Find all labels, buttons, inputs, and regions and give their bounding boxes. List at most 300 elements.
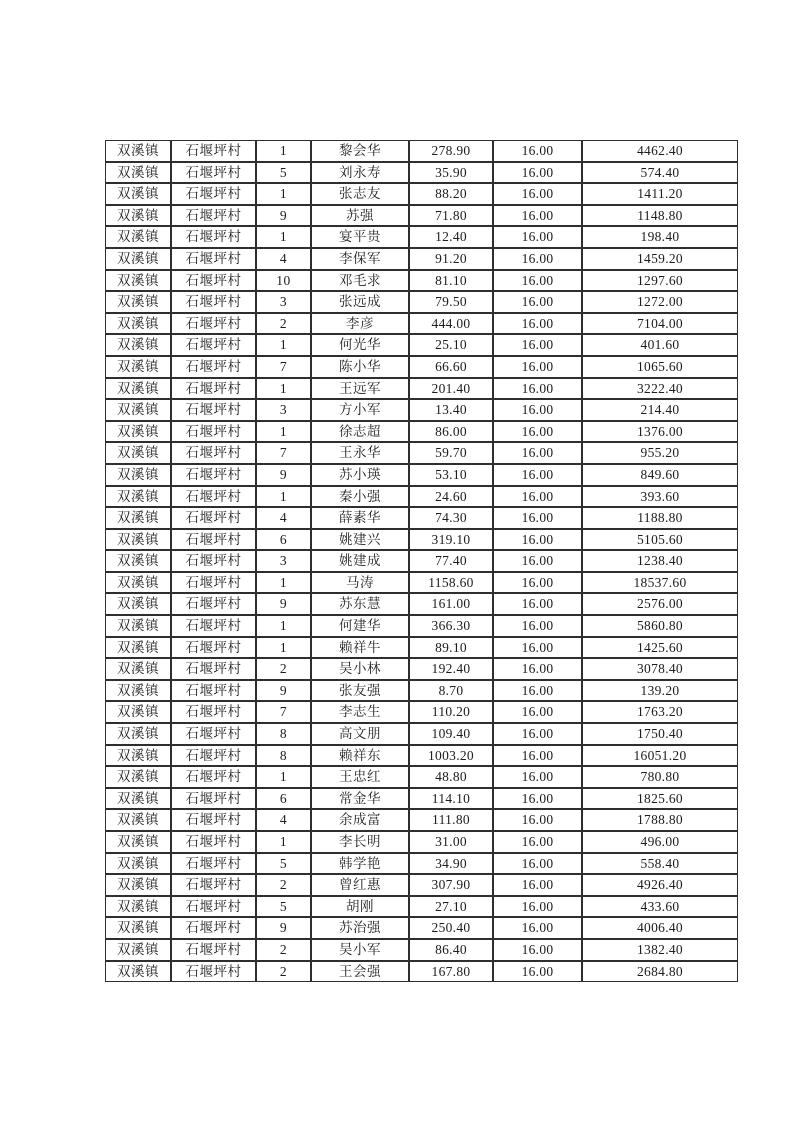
cell-total-amount: 7104.00 — [582, 313, 738, 335]
cell-person-name: 刘永寿 — [311, 162, 409, 184]
cell-town: 双溪镇 — [105, 701, 171, 723]
cell-unit-price: 16.00 — [493, 248, 582, 270]
cell-quantity: 192.40 — [409, 658, 493, 680]
cell-unit-price: 16.00 — [493, 421, 582, 443]
cell-quantity: 24.60 — [409, 486, 493, 508]
cell-unit-price: 16.00 — [493, 140, 582, 162]
cell-village: 石堰坪村 — [171, 248, 256, 270]
cell-quantity: 27.10 — [409, 896, 493, 918]
cell-quantity: 366.30 — [409, 615, 493, 637]
cell-town: 双溪镇 — [105, 486, 171, 508]
table-row — [105, 745, 738, 767]
cell-group-number: 8 — [256, 723, 311, 745]
cell-village: 石堰坪村 — [171, 313, 256, 335]
cell-town: 双溪镇 — [105, 615, 171, 637]
cell-village: 石堰坪村 — [171, 917, 256, 939]
cell-town: 双溪镇 — [105, 313, 171, 335]
cell-town: 双溪镇 — [105, 529, 171, 551]
cell-town: 双溪镇 — [105, 809, 171, 831]
cell-village: 石堰坪村 — [171, 226, 256, 248]
cell-person-name: 宴平贵 — [311, 226, 409, 248]
cell-quantity: 86.00 — [409, 421, 493, 443]
cell-village: 石堰坪村 — [171, 766, 256, 788]
table-row — [105, 205, 738, 227]
cell-group-number: 2 — [256, 939, 311, 961]
cell-group-number: 9 — [256, 205, 311, 227]
cell-person-name: 薛素华 — [311, 507, 409, 529]
cell-unit-price: 16.00 — [493, 961, 582, 983]
cell-quantity: 307.90 — [409, 874, 493, 896]
cell-quantity: 53.10 — [409, 464, 493, 486]
cell-town: 双溪镇 — [105, 378, 171, 400]
cell-group-number: 1 — [256, 183, 311, 205]
cell-village: 石堰坪村 — [171, 637, 256, 659]
cell-quantity: 13.40 — [409, 399, 493, 421]
cell-unit-price: 16.00 — [493, 226, 582, 248]
cell-unit-price: 16.00 — [493, 831, 582, 853]
cell-group-number: 1 — [256, 140, 311, 162]
payment-records-table — [105, 140, 738, 982]
cell-quantity: 66.60 — [409, 356, 493, 378]
cell-town: 双溪镇 — [105, 442, 171, 464]
cell-total-amount: 1788.80 — [582, 809, 738, 831]
cell-total-amount: 1272.00 — [582, 291, 738, 313]
cell-total-amount: 1425.60 — [582, 637, 738, 659]
cell-village: 石堰坪村 — [171, 939, 256, 961]
cell-group-number: 10 — [256, 270, 311, 292]
cell-unit-price: 16.00 — [493, 874, 582, 896]
cell-group-number: 5 — [256, 896, 311, 918]
cell-quantity: 12.40 — [409, 226, 493, 248]
cell-town: 双溪镇 — [105, 507, 171, 529]
cell-total-amount: 1825.60 — [582, 788, 738, 810]
cell-village: 石堰坪村 — [171, 831, 256, 853]
cell-town: 双溪镇 — [105, 896, 171, 918]
cell-group-number: 2 — [256, 658, 311, 680]
cell-person-name: 邓毛求 — [311, 270, 409, 292]
cell-town: 双溪镇 — [105, 334, 171, 356]
cell-unit-price: 16.00 — [493, 637, 582, 659]
cell-total-amount: 1763.20 — [582, 701, 738, 723]
cell-quantity: 25.10 — [409, 334, 493, 356]
cell-unit-price: 16.00 — [493, 572, 582, 594]
cell-town: 双溪镇 — [105, 593, 171, 615]
cell-village: 石堰坪村 — [171, 183, 256, 205]
cell-village: 石堰坪村 — [171, 723, 256, 745]
cell-total-amount: 4926.40 — [582, 874, 738, 896]
cell-group-number: 1 — [256, 421, 311, 443]
cell-town: 双溪镇 — [105, 572, 171, 594]
cell-person-name: 何光华 — [311, 334, 409, 356]
cell-person-name: 李长明 — [311, 831, 409, 853]
cell-unit-price: 16.00 — [493, 529, 582, 551]
cell-person-name: 李志生 — [311, 701, 409, 723]
cell-village: 石堰坪村 — [171, 680, 256, 702]
table-body — [105, 140, 738, 982]
cell-person-name: 秦小强 — [311, 486, 409, 508]
table-row — [105, 896, 738, 918]
cell-total-amount: 16051.20 — [582, 745, 738, 767]
cell-quantity: 1003.20 — [409, 745, 493, 767]
cell-town: 双溪镇 — [105, 356, 171, 378]
cell-group-number: 9 — [256, 464, 311, 486]
cell-total-amount: 3078.40 — [582, 658, 738, 680]
table-row — [105, 615, 738, 637]
cell-unit-price: 16.00 — [493, 766, 582, 788]
cell-quantity: 444.00 — [409, 313, 493, 335]
cell-person-name: 韩学艳 — [311, 853, 409, 875]
cell-person-name: 苏东慧 — [311, 593, 409, 615]
cell-person-name: 吴小军 — [311, 939, 409, 961]
table-row — [105, 788, 738, 810]
cell-quantity: 86.40 — [409, 939, 493, 961]
cell-total-amount: 2684.80 — [582, 961, 738, 983]
cell-unit-price: 16.00 — [493, 809, 582, 831]
cell-village: 石堰坪村 — [171, 874, 256, 896]
cell-group-number: 6 — [256, 529, 311, 551]
cell-quantity: 250.40 — [409, 917, 493, 939]
table-row — [105, 637, 738, 659]
cell-total-amount: 1148.80 — [582, 205, 738, 227]
cell-unit-price: 16.00 — [493, 507, 582, 529]
cell-group-number: 2 — [256, 874, 311, 896]
cell-town: 双溪镇 — [105, 637, 171, 659]
table-row — [105, 961, 738, 983]
table-row — [105, 809, 738, 831]
cell-group-number: 4 — [256, 248, 311, 270]
cell-total-amount: 139.20 — [582, 680, 738, 702]
cell-total-amount: 1750.40 — [582, 723, 738, 745]
cell-quantity: 31.00 — [409, 831, 493, 853]
cell-person-name: 姚建兴 — [311, 529, 409, 551]
cell-person-name: 赖祥牛 — [311, 637, 409, 659]
table-row — [105, 723, 738, 745]
cell-group-number: 9 — [256, 593, 311, 615]
table-row — [105, 183, 738, 205]
cell-village: 石堰坪村 — [171, 270, 256, 292]
cell-total-amount: 401.60 — [582, 334, 738, 356]
cell-person-name: 陈小华 — [311, 356, 409, 378]
cell-person-name: 常金华 — [311, 788, 409, 810]
cell-total-amount: 3222.40 — [582, 378, 738, 400]
cell-total-amount: 496.00 — [582, 831, 738, 853]
cell-group-number: 2 — [256, 961, 311, 983]
table-row — [105, 399, 738, 421]
cell-quantity: 79.50 — [409, 291, 493, 313]
cell-unit-price: 16.00 — [493, 788, 582, 810]
cell-group-number: 7 — [256, 701, 311, 723]
cell-group-number: 5 — [256, 853, 311, 875]
cell-town: 双溪镇 — [105, 399, 171, 421]
cell-village: 石堰坪村 — [171, 615, 256, 637]
cell-quantity: 110.20 — [409, 701, 493, 723]
table-row — [105, 658, 738, 680]
cell-person-name: 李彦 — [311, 313, 409, 335]
table-row — [105, 572, 738, 594]
cell-total-amount: 1065.60 — [582, 356, 738, 378]
cell-village: 石堰坪村 — [171, 507, 256, 529]
cell-village: 石堰坪村 — [171, 529, 256, 551]
table-row — [105, 248, 738, 270]
cell-quantity: 71.80 — [409, 205, 493, 227]
cell-unit-price: 16.00 — [493, 313, 582, 335]
table-row — [105, 486, 738, 508]
cell-quantity: 81.10 — [409, 270, 493, 292]
cell-person-name: 姚建成 — [311, 550, 409, 572]
cell-person-name: 赖祥东 — [311, 745, 409, 767]
cell-unit-price: 16.00 — [493, 442, 582, 464]
cell-total-amount: 198.40 — [582, 226, 738, 248]
cell-group-number: 1 — [256, 226, 311, 248]
table-row — [105, 853, 738, 875]
cell-unit-price: 16.00 — [493, 378, 582, 400]
cell-total-amount: 1411.20 — [582, 183, 738, 205]
cell-total-amount: 849.60 — [582, 464, 738, 486]
cell-group-number: 3 — [256, 399, 311, 421]
cell-village: 石堰坪村 — [171, 745, 256, 767]
cell-quantity: 201.40 — [409, 378, 493, 400]
cell-town: 双溪镇 — [105, 183, 171, 205]
cell-person-name: 王会强 — [311, 961, 409, 983]
cell-unit-price: 16.00 — [493, 205, 582, 227]
cell-village: 石堰坪村 — [171, 205, 256, 227]
cell-town: 双溪镇 — [105, 658, 171, 680]
cell-village: 石堰坪村 — [171, 140, 256, 162]
cell-quantity: 77.40 — [409, 550, 493, 572]
cell-person-name: 方小军 — [311, 399, 409, 421]
cell-total-amount: 4462.40 — [582, 140, 738, 162]
cell-person-name: 余成富 — [311, 809, 409, 831]
table-row — [105, 464, 738, 486]
cell-unit-price: 16.00 — [493, 334, 582, 356]
cell-total-amount: 18537.60 — [582, 572, 738, 594]
cell-group-number: 1 — [256, 572, 311, 594]
cell-quantity: 48.80 — [409, 766, 493, 788]
cell-group-number: 9 — [256, 680, 311, 702]
cell-person-name: 苏治强 — [311, 917, 409, 939]
cell-quantity: 1158.60 — [409, 572, 493, 594]
table-row — [105, 291, 738, 313]
table-row — [105, 701, 738, 723]
cell-group-number: 1 — [256, 637, 311, 659]
cell-unit-price: 16.00 — [493, 658, 582, 680]
table-row — [105, 270, 738, 292]
cell-unit-price: 16.00 — [493, 550, 582, 572]
cell-total-amount: 1382.40 — [582, 939, 738, 961]
cell-unit-price: 16.00 — [493, 291, 582, 313]
cell-unit-price: 16.00 — [493, 853, 582, 875]
cell-total-amount: 2576.00 — [582, 593, 738, 615]
cell-person-name: 王永华 — [311, 442, 409, 464]
cell-person-name: 吴小林 — [311, 658, 409, 680]
cell-town: 双溪镇 — [105, 205, 171, 227]
cell-town: 双溪镇 — [105, 291, 171, 313]
cell-person-name: 王忠红 — [311, 766, 409, 788]
cell-unit-price: 16.00 — [493, 745, 582, 767]
table-row — [105, 334, 738, 356]
cell-town: 双溪镇 — [105, 140, 171, 162]
table-row — [105, 593, 738, 615]
table-row — [105, 356, 738, 378]
cell-unit-price: 16.00 — [493, 270, 582, 292]
cell-quantity: 109.40 — [409, 723, 493, 745]
table-row — [105, 226, 738, 248]
cell-unit-price: 16.00 — [493, 615, 582, 637]
cell-quantity: 8.70 — [409, 680, 493, 702]
cell-village: 石堰坪村 — [171, 961, 256, 983]
table-row — [105, 939, 738, 961]
cell-town: 双溪镇 — [105, 939, 171, 961]
cell-quantity: 91.20 — [409, 248, 493, 270]
cell-group-number: 1 — [256, 486, 311, 508]
cell-village: 石堰坪村 — [171, 486, 256, 508]
cell-village: 石堰坪村 — [171, 334, 256, 356]
table-row — [105, 529, 738, 551]
cell-unit-price: 16.00 — [493, 593, 582, 615]
cell-quantity: 35.90 — [409, 162, 493, 184]
cell-village: 石堰坪村 — [171, 399, 256, 421]
cell-village: 石堰坪村 — [171, 356, 256, 378]
cell-person-name: 张志友 — [311, 183, 409, 205]
table-row — [105, 421, 738, 443]
cell-total-amount: 393.60 — [582, 486, 738, 508]
cell-total-amount: 1238.40 — [582, 550, 738, 572]
cell-person-name: 高文朋 — [311, 723, 409, 745]
cell-village: 石堰坪村 — [171, 572, 256, 594]
cell-town: 双溪镇 — [105, 226, 171, 248]
cell-group-number: 1 — [256, 615, 311, 637]
cell-town: 双溪镇 — [105, 788, 171, 810]
cell-unit-price: 16.00 — [493, 723, 582, 745]
cell-village: 石堰坪村 — [171, 658, 256, 680]
cell-total-amount: 5860.80 — [582, 615, 738, 637]
cell-unit-price: 16.00 — [493, 183, 582, 205]
cell-group-number: 8 — [256, 745, 311, 767]
cell-person-name: 马涛 — [311, 572, 409, 594]
cell-town: 双溪镇 — [105, 421, 171, 443]
cell-group-number: 3 — [256, 550, 311, 572]
cell-town: 双溪镇 — [105, 874, 171, 896]
cell-quantity: 88.20 — [409, 183, 493, 205]
cell-person-name: 黎会华 — [311, 140, 409, 162]
table-row — [105, 831, 738, 853]
cell-total-amount: 1188.80 — [582, 507, 738, 529]
cell-group-number: 7 — [256, 442, 311, 464]
cell-unit-price: 16.00 — [493, 356, 582, 378]
cell-unit-price: 16.00 — [493, 939, 582, 961]
cell-total-amount: 1376.00 — [582, 421, 738, 443]
cell-group-number: 4 — [256, 507, 311, 529]
cell-total-amount: 558.40 — [582, 853, 738, 875]
cell-group-number: 2 — [256, 313, 311, 335]
cell-town: 双溪镇 — [105, 680, 171, 702]
cell-group-number: 6 — [256, 788, 311, 810]
cell-total-amount: 1297.60 — [582, 270, 738, 292]
cell-village: 石堰坪村 — [171, 701, 256, 723]
cell-village: 石堰坪村 — [171, 378, 256, 400]
table-row — [105, 507, 738, 529]
cell-unit-price: 16.00 — [493, 399, 582, 421]
table-row — [105, 442, 738, 464]
cell-person-name: 胡刚 — [311, 896, 409, 918]
table-row — [105, 550, 738, 572]
cell-total-amount: 955.20 — [582, 442, 738, 464]
cell-person-name: 苏强 — [311, 205, 409, 227]
cell-unit-price: 16.00 — [493, 701, 582, 723]
cell-village: 石堰坪村 — [171, 593, 256, 615]
table-row — [105, 917, 738, 939]
cell-group-number: 1 — [256, 378, 311, 400]
cell-village: 石堰坪村 — [171, 788, 256, 810]
cell-village: 石堰坪村 — [171, 421, 256, 443]
cell-village: 石堰坪村 — [171, 550, 256, 572]
cell-unit-price: 16.00 — [493, 464, 582, 486]
cell-village: 石堰坪村 — [171, 464, 256, 486]
cell-village: 石堰坪村 — [171, 442, 256, 464]
cell-quantity: 34.90 — [409, 853, 493, 875]
cell-quantity: 161.00 — [409, 593, 493, 615]
cell-town: 双溪镇 — [105, 853, 171, 875]
cell-town: 双溪镇 — [105, 248, 171, 270]
table-row — [105, 680, 738, 702]
cell-group-number: 5 — [256, 162, 311, 184]
cell-total-amount: 1459.20 — [582, 248, 738, 270]
cell-town: 双溪镇 — [105, 917, 171, 939]
table-row — [105, 162, 738, 184]
cell-unit-price: 16.00 — [493, 896, 582, 918]
cell-quantity: 59.70 — [409, 442, 493, 464]
cell-town: 双溪镇 — [105, 464, 171, 486]
cell-village: 石堰坪村 — [171, 896, 256, 918]
cell-village: 石堰坪村 — [171, 162, 256, 184]
cell-unit-price: 16.00 — [493, 917, 582, 939]
cell-town: 双溪镇 — [105, 162, 171, 184]
cell-unit-price: 16.00 — [493, 162, 582, 184]
cell-quantity: 89.10 — [409, 637, 493, 659]
cell-person-name: 徐志超 — [311, 421, 409, 443]
cell-person-name: 李保军 — [311, 248, 409, 270]
table-row — [105, 140, 738, 162]
cell-total-amount: 4006.40 — [582, 917, 738, 939]
cell-town: 双溪镇 — [105, 723, 171, 745]
cell-person-name: 张友强 — [311, 680, 409, 702]
cell-total-amount: 5105.60 — [582, 529, 738, 551]
cell-person-name: 苏小瑛 — [311, 464, 409, 486]
cell-total-amount: 780.80 — [582, 766, 738, 788]
cell-group-number: 4 — [256, 809, 311, 831]
cell-unit-price: 16.00 — [493, 680, 582, 702]
table-row — [105, 766, 738, 788]
cell-group-number: 1 — [256, 334, 311, 356]
cell-total-amount: 574.40 — [582, 162, 738, 184]
cell-quantity: 319.10 — [409, 529, 493, 551]
cell-town: 双溪镇 — [105, 745, 171, 767]
cell-village: 石堰坪村 — [171, 291, 256, 313]
cell-person-name: 曾红惠 — [311, 874, 409, 896]
cell-village: 石堰坪村 — [171, 853, 256, 875]
table-row — [105, 874, 738, 896]
cell-unit-price: 16.00 — [493, 486, 582, 508]
cell-quantity: 167.80 — [409, 961, 493, 983]
cell-quantity: 111.80 — [409, 809, 493, 831]
cell-quantity: 74.30 — [409, 507, 493, 529]
cell-town: 双溪镇 — [105, 766, 171, 788]
cell-town: 双溪镇 — [105, 270, 171, 292]
cell-total-amount: 433.60 — [582, 896, 738, 918]
cell-person-name: 何建华 — [311, 615, 409, 637]
cell-group-number: 9 — [256, 917, 311, 939]
cell-group-number: 1 — [256, 766, 311, 788]
